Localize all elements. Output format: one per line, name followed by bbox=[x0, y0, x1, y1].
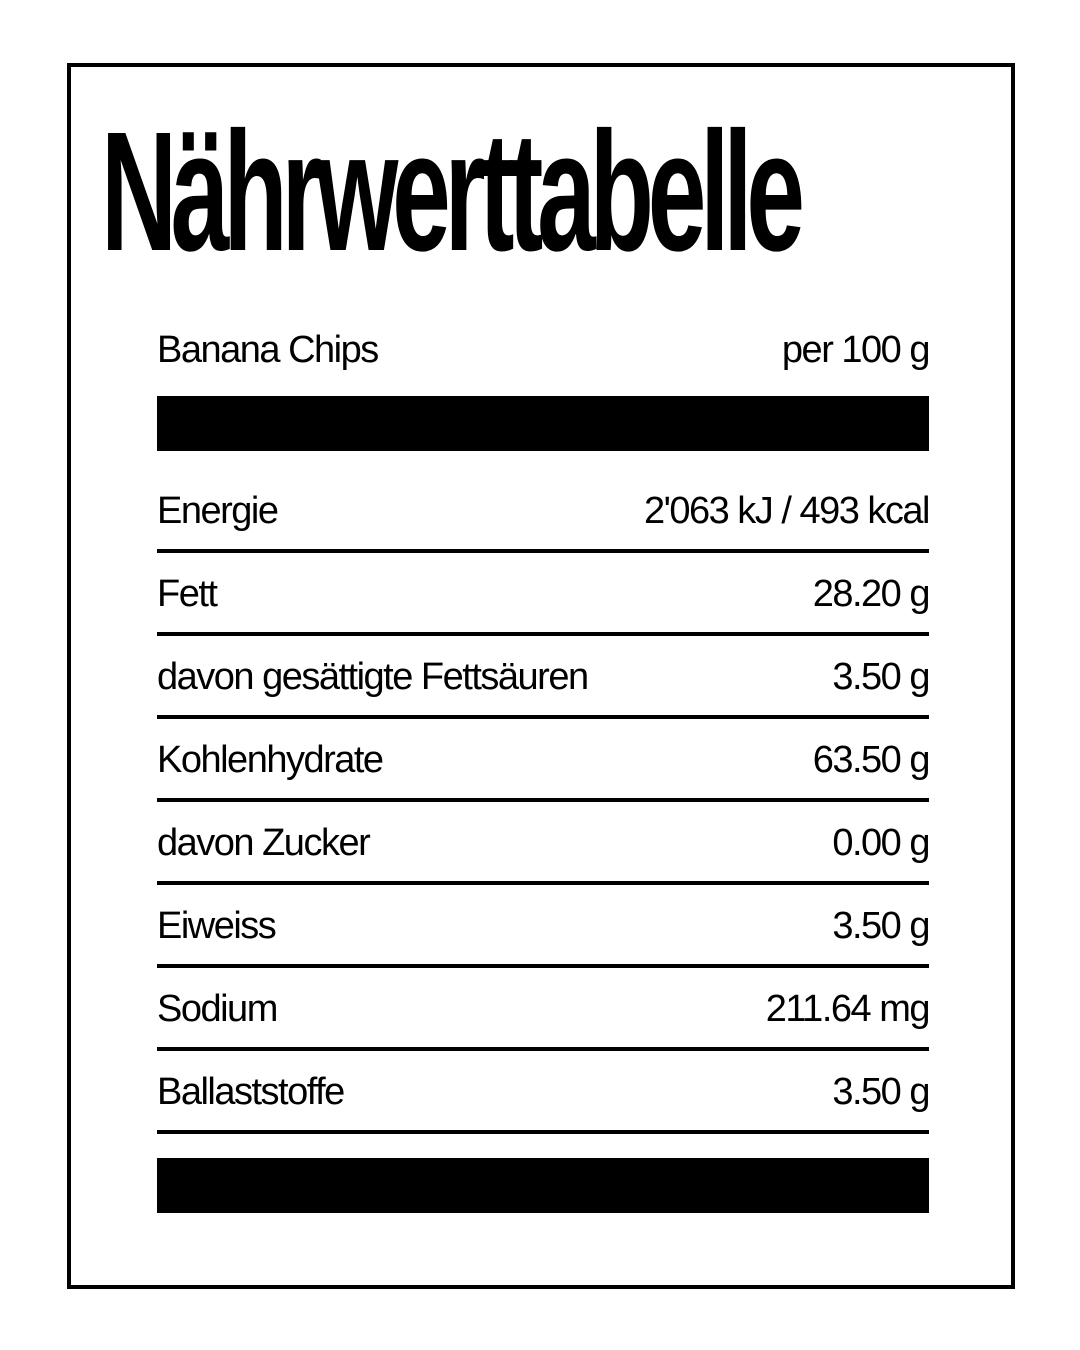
bottom-divider-bar bbox=[157, 1158, 929, 1213]
nutrient-label: davon gesättigte Fettsäuren bbox=[157, 656, 588, 698]
nutrient-label: Ballaststoffe bbox=[157, 1071, 344, 1113]
product-name: Banana Chips bbox=[157, 328, 378, 371]
nutrient-value: 2'063 kJ / 493 kcal bbox=[643, 490, 929, 532]
nutrient-rows bbox=[157, 470, 929, 1134]
label-frame bbox=[67, 63, 1015, 1289]
page-title: Nährwerttabelle bbox=[101, 97, 799, 287]
nutrient-value: 3.50 g bbox=[832, 905, 929, 947]
nutrient-label: Energie bbox=[157, 490, 278, 532]
nutrient-value: 28.20 g bbox=[812, 573, 929, 615]
nutrient-label: Sodium bbox=[157, 988, 277, 1030]
table-row bbox=[157, 802, 929, 885]
nutrient-value: 63.50 g bbox=[812, 739, 929, 781]
table-row bbox=[157, 1051, 929, 1134]
table-row bbox=[157, 636, 929, 719]
nutrient-value: 3.50 g bbox=[832, 1071, 929, 1113]
top-divider-bar bbox=[157, 396, 929, 451]
table-header bbox=[157, 322, 929, 378]
nutrient-label: Eiweiss bbox=[157, 905, 276, 947]
nutrient-value: 0.00 g bbox=[832, 822, 929, 864]
nutrient-label: Fett bbox=[157, 573, 217, 615]
table-row bbox=[157, 553, 929, 636]
nutrient-label: davon Zucker bbox=[157, 822, 370, 864]
nutrient-label: Kohlenhydrate bbox=[157, 739, 383, 781]
table-row bbox=[157, 968, 929, 1051]
serving-size: per 100 g bbox=[781, 328, 929, 371]
nutrient-value: 3.50 g bbox=[832, 656, 929, 698]
table-row bbox=[157, 470, 929, 553]
nutrient-value: 211.64 mg bbox=[765, 988, 929, 1030]
table-row bbox=[157, 719, 929, 802]
table-row bbox=[157, 885, 929, 968]
nutrition-table bbox=[157, 322, 929, 1213]
